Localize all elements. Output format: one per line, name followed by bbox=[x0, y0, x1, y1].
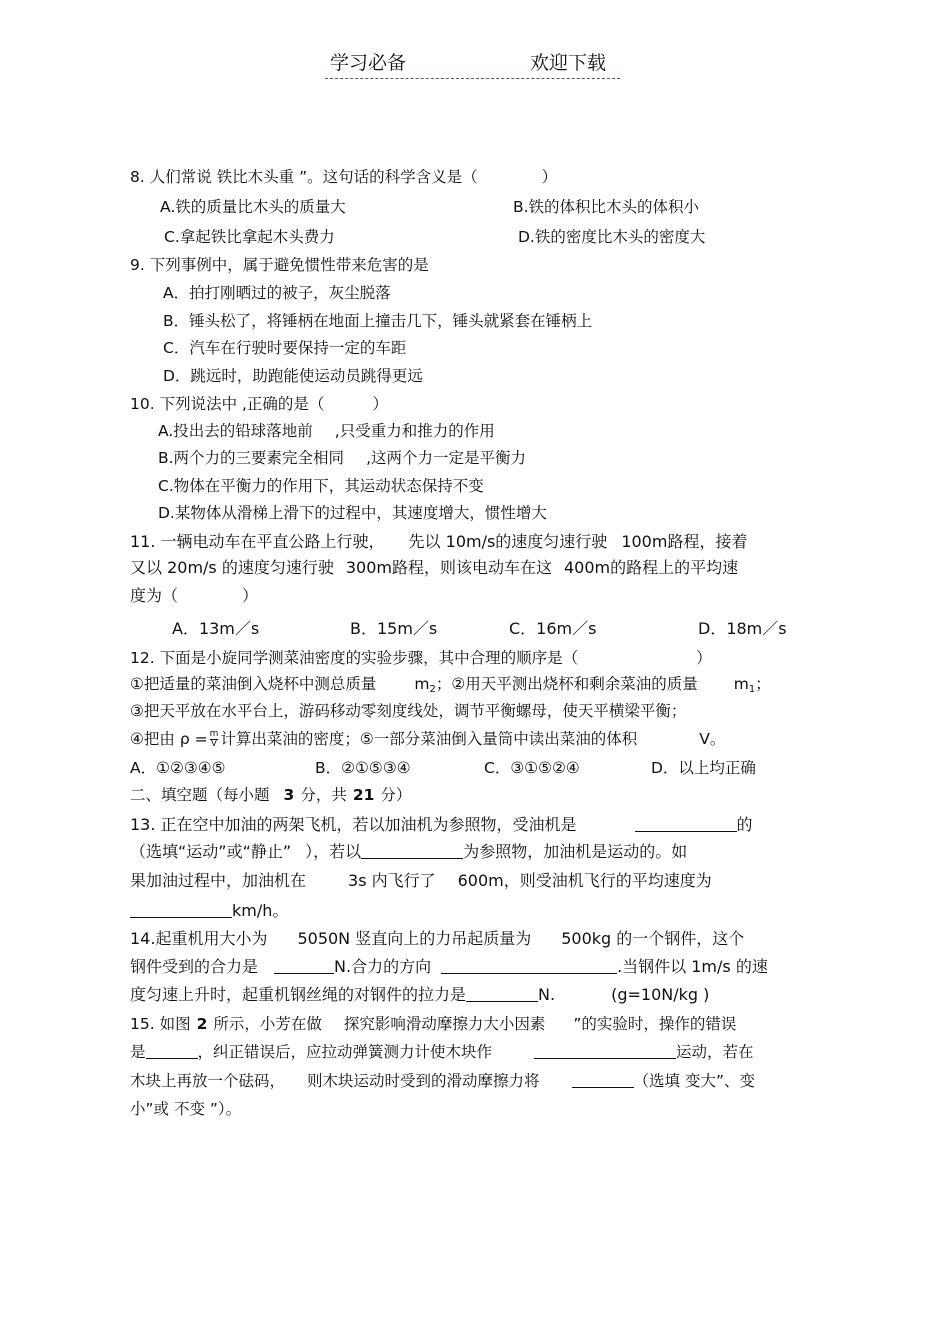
q11-line3 bbox=[130, 586, 258, 606]
q14-line3-a: 度匀速上升时，起重机钢丝绳的对钢件的拉力是 bbox=[130, 985, 467, 1004]
q12-density-fraction bbox=[210, 730, 219, 749]
header-left-text: 学习必备 bbox=[330, 52, 407, 74]
q14-line2 bbox=[130, 957, 768, 977]
q15-answer-blank-1[interactable] bbox=[146, 1043, 198, 1059]
q11-line2-b: 300m路程，则该电动车在这 bbox=[345, 558, 552, 577]
q8-stem bbox=[130, 167, 557, 187]
q13-line4-unit: km/h。 bbox=[232, 901, 289, 920]
header-right-text: 欢迎下载 bbox=[530, 52, 607, 74]
q12-fraction-denominator: V bbox=[210, 739, 218, 749]
q12-volume-symbol: V。 bbox=[699, 730, 726, 748]
q11-option-c: C．16m／s bbox=[509, 619, 597, 638]
q10-option-a-part2: ,只受重力和推力的作用 bbox=[334, 422, 495, 440]
q12-m2-subscript: 2 bbox=[429, 684, 436, 695]
q10-option-b bbox=[158, 448, 526, 468]
q11-line2-a: 又以 20m/s 的速度匀速行驶 bbox=[130, 558, 334, 577]
q14-answer-blank-3[interactable] bbox=[466, 986, 538, 1002]
q11-line2 bbox=[130, 558, 738, 578]
q10-option-a bbox=[158, 421, 495, 441]
q13-line3-b: 3s 内飞行了 bbox=[348, 871, 436, 890]
q13-line2-a: （选填“运动”或“静止” bbox=[130, 842, 292, 861]
q13-line3-a: 果加油过程中，加油机在 bbox=[130, 871, 307, 890]
q8-option-b: B.铁的体积比木头的体积小 bbox=[513, 198, 700, 216]
q15-line2-b: ，纠正错误后，应拉动弹簧测力计使木块作 bbox=[197, 1043, 493, 1061]
q14-line2-c: .当钢件以 1m/s 的速 bbox=[617, 957, 768, 976]
q14-line2-a: 钢件受到的合力是 bbox=[130, 957, 259, 976]
q12-steps-line1 bbox=[130, 674, 771, 700]
q12-m1-symbol: m bbox=[733, 675, 749, 693]
q12-fraction-numerator: m bbox=[209, 729, 219, 739]
q15-line2-a: 是 bbox=[130, 1043, 146, 1061]
q10-stem-close: ） bbox=[372, 395, 388, 413]
q15-line1-c: 探究影响滑动摩擦力大小因素 bbox=[343, 1015, 546, 1033]
q14-line1 bbox=[130, 929, 744, 949]
q11-option-b: B．15m／s bbox=[350, 619, 438, 638]
q11-line1 bbox=[130, 532, 747, 552]
q13-line2-c: 为参照物，加油机是运动的。如 bbox=[463, 842, 688, 861]
q15-line3-c: （选填 变大”、变 bbox=[633, 1072, 755, 1090]
section-2-heading bbox=[130, 785, 411, 805]
section-2-points-each: 3 bbox=[283, 786, 295, 804]
q9-option-c: C．汽车在行驶时要保持一定的车距 bbox=[163, 339, 407, 357]
q12-option-b: B．②①⑤③④ bbox=[315, 759, 411, 777]
q12-stem-text: 12. 下面是小旋同学测菜油密度的实验步骤，其中合理的顺序是（ bbox=[130, 649, 579, 667]
q14-line1-c: 500kg 的一个钢件，这个 bbox=[561, 929, 745, 948]
q11-line1-c: 100m路程，接着 bbox=[621, 532, 748, 551]
q15-figure-number: 2 bbox=[196, 1015, 208, 1033]
q8-option-c: C.拿起铁比拿起木头费力 bbox=[164, 228, 335, 246]
q13-line1 bbox=[130, 815, 753, 835]
q8-stem-close: ） bbox=[541, 168, 558, 186]
q13-line3 bbox=[130, 871, 712, 891]
q11-option-a: A．13m／s bbox=[172, 619, 260, 638]
q10-stem-text: 10. 下列说法中 ,正确的是（ bbox=[130, 395, 325, 413]
q9-stem: 9. 下列事例中，属于避免惯性带来危害的是 bbox=[130, 256, 429, 274]
q13-answer-blank-2[interactable] bbox=[361, 843, 463, 859]
q10-option-b-part1: B.两个力的三要素完全相同 bbox=[158, 449, 345, 467]
q8-option-d: D.铁的密度比木头的密度大 bbox=[518, 228, 706, 246]
q12-step5-text: 计算出菜油的密度；⑤一部分菜油倒入量筒中读出菜油的体积 bbox=[220, 730, 638, 748]
q14-line1-b: 5050N 竖直向上的力吊起质量为 bbox=[297, 929, 532, 948]
q12-steps-line4 bbox=[130, 729, 725, 749]
q14-line3-b: N. bbox=[538, 985, 556, 1004]
q11-line3-b: ） bbox=[242, 586, 259, 605]
q12-step4-text: ④把由 ρ = bbox=[130, 730, 208, 748]
q13-line2-b: ），若以 bbox=[305, 842, 362, 861]
q10-option-b-part2: ,这两个力一定是平衡力 bbox=[366, 449, 526, 467]
q14-line2-b: N.合力的方向 bbox=[334, 957, 432, 976]
q14-answer-blank-2[interactable] bbox=[441, 958, 617, 974]
section-2-points-total: 21 bbox=[352, 786, 375, 804]
q15-line3 bbox=[130, 1071, 755, 1091]
q15-line3-a: 木块上再放一个砝码， bbox=[130, 1072, 286, 1090]
q11-option-d: D．18m／s bbox=[698, 619, 787, 638]
q10-stem bbox=[130, 394, 388, 414]
q15-line2 bbox=[130, 1042, 754, 1062]
q15-line1-a: 15. 如图 bbox=[130, 1015, 191, 1033]
q11-line1-a: 11. 一辆电动车在平直公路上行驶， bbox=[130, 532, 385, 551]
q13-line4 bbox=[130, 901, 288, 921]
q14-answer-blank-1[interactable] bbox=[274, 958, 334, 974]
q15-line1-b: 所示，小芳在做 bbox=[213, 1015, 322, 1033]
q15-line1-d: ”的实验时，操作的错误 bbox=[573, 1015, 737, 1033]
section-2-heading-b: 分，共 bbox=[300, 786, 347, 804]
q11-line3-a: 度为（ bbox=[130, 586, 179, 605]
q12-step3: ③把天平放在水平台上，游码移动零刻度线处，调节平衡螺母，使天平横梁平衡； bbox=[130, 702, 687, 720]
q13-line1-a: 13. 正在空中加油的两架飞机，若以加油机为参照物，受油机是 bbox=[130, 815, 577, 834]
q12-m2-symbol: m bbox=[414, 675, 430, 693]
q8-option-a: A.铁的质量比木头的质量大 bbox=[160, 198, 346, 216]
q15-line3-b: 则木块运动时受到的滑动摩擦力将 bbox=[307, 1072, 540, 1090]
q8-stem-text: 8. 人们常说 铁比木头重 ”。这句话的科学含义是（ bbox=[130, 168, 478, 186]
q12-stem-close: ） bbox=[696, 649, 712, 667]
q12-m1-subscript: 1 bbox=[748, 684, 756, 695]
q13-answer-blank-1[interactable] bbox=[635, 816, 737, 832]
q9-option-d: D．跳远时，助跑能使运动员跳得更远 bbox=[163, 367, 423, 385]
q15-line2-c: 运动，若在 bbox=[676, 1043, 754, 1061]
q12-option-a: A．①②③④⑤ bbox=[130, 759, 226, 777]
page-header bbox=[325, 48, 620, 79]
q9-option-b: B．锤头松了，将锤柄在地面上撞击几下，锤头就紧套在锤柄上 bbox=[163, 312, 593, 330]
q12-option-c: C．③①⑤②④ bbox=[484, 759, 580, 777]
q12-step1-text: ①把适量的菜油倒入烧杯中测总质量 bbox=[130, 675, 377, 693]
q13-line3-c: 600m，则受油机飞行的平均速度为 bbox=[457, 871, 712, 890]
q10-option-d: D.某物体从滑梯上滑下的过程中，其速度增大，惯性增大 bbox=[158, 504, 547, 522]
q14-line3 bbox=[130, 985, 709, 1005]
q15-line1 bbox=[130, 1014, 736, 1034]
q9-option-a: A．拍打刚晒过的被子，灰尘脱落 bbox=[163, 284, 391, 302]
q10-option-a-part1: A.投出去的铅球落地前 bbox=[158, 422, 313, 440]
q12-step2-text: ；②用天平测出烧杯和剩余菜油的质量 bbox=[435, 675, 698, 693]
q13-line2 bbox=[130, 842, 687, 862]
section-2-heading-a: 二、填空题（每小题 bbox=[130, 786, 270, 804]
q14-line1-a: 14.起重机用大小为 bbox=[130, 929, 268, 948]
section-2-heading-c: 分） bbox=[380, 786, 412, 804]
q11-line1-b: 先以 10m/s的速度匀速行驶 bbox=[408, 532, 608, 551]
q12-option-d: D．以上均正确 bbox=[651, 759, 756, 777]
q12-stem bbox=[130, 648, 712, 668]
q12-step2-end: ； bbox=[755, 675, 771, 693]
q15-answer-blank-3[interactable] bbox=[572, 1072, 634, 1088]
q14-line3-c: (g=10N/kg ) bbox=[611, 985, 710, 1004]
q10-option-c: C.物体在平衡力的作用下，其运动状态保持不变 bbox=[158, 477, 484, 495]
q15-line4: 小”或 不变 ”）。 bbox=[130, 1100, 242, 1118]
q13-line1-b: 的 bbox=[736, 815, 753, 834]
q15-answer-blank-2[interactable] bbox=[534, 1043, 676, 1059]
q11-line2-c: 400m的路程上的平均速 bbox=[564, 558, 739, 577]
q13-answer-blank-3[interactable] bbox=[130, 902, 232, 918]
